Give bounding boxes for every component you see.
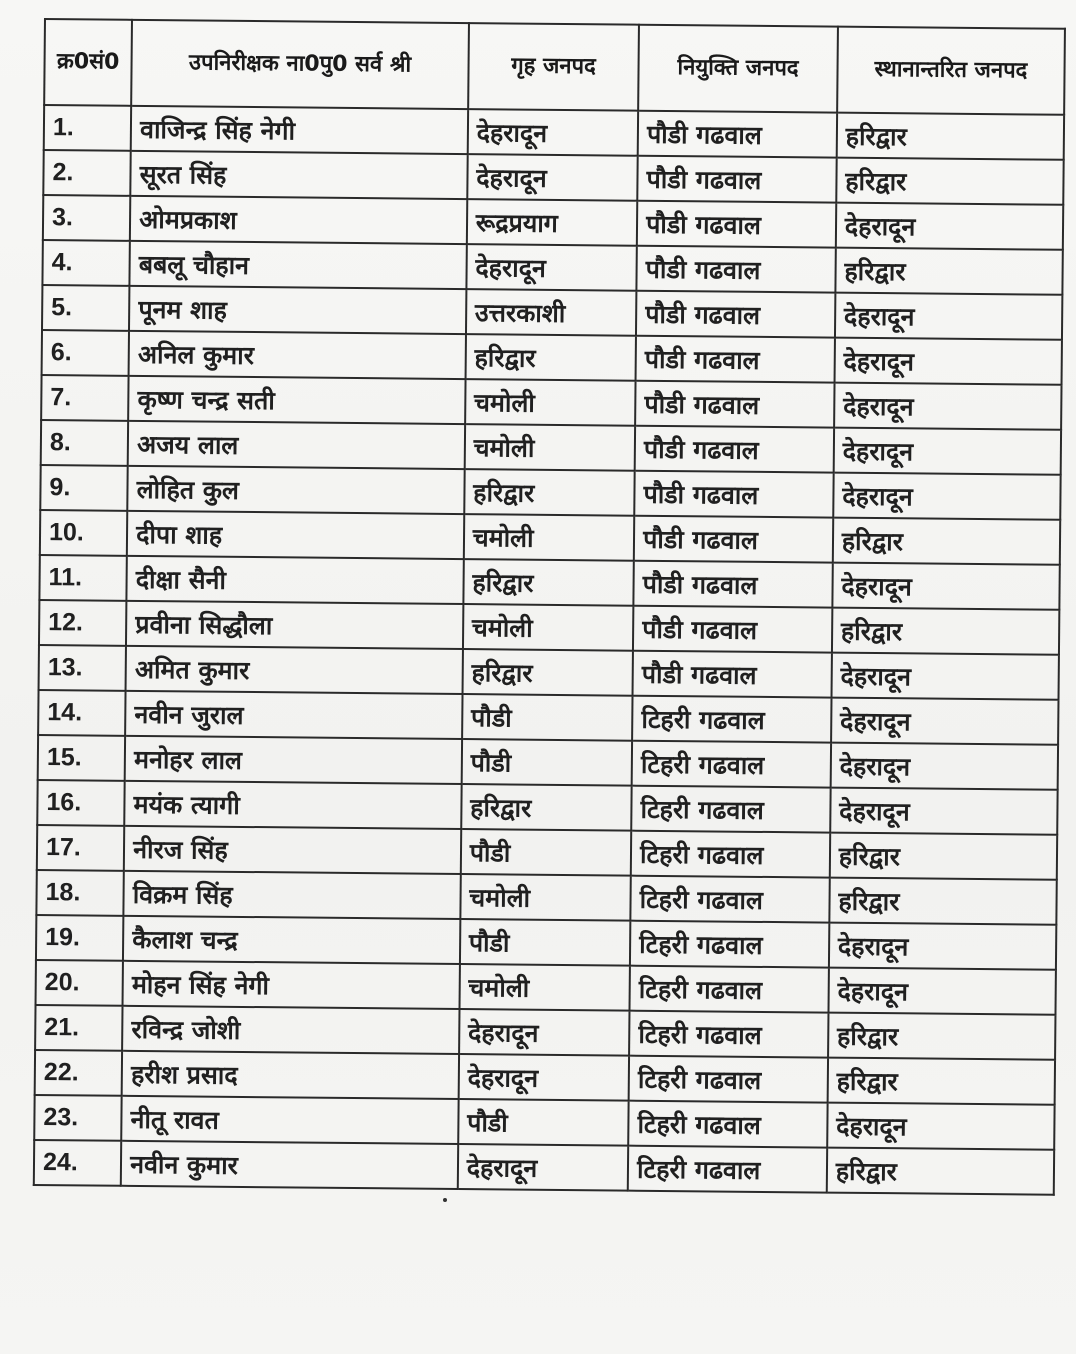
name-cell: मनोहर लाल — [125, 736, 462, 784]
home-district-cell: हरिद्वार — [463, 559, 634, 606]
home-district-cell: हरिद्वार — [464, 469, 635, 516]
home-district-cell: उत्तरकाशी — [466, 289, 637, 336]
serial-cell: 20. — [36, 960, 124, 1006]
transferred-district-cell: देहरादून — [836, 203, 1064, 250]
posting-district-cell: टिहरी गढवाल — [630, 921, 829, 968]
serial-cell: 17. — [37, 825, 125, 871]
transferred-district-cell: देहरादून — [827, 1103, 1055, 1150]
home-district-cell: पौडी — [461, 829, 632, 876]
home-district-cell: चमोली — [464, 514, 635, 561]
header-transferred-district: स्थानान्तरित जनपद — [837, 27, 1065, 115]
serial-cell: 8. — [41, 420, 129, 466]
transferred-district-cell: देहरादून — [828, 968, 1056, 1015]
name-cell: विक्रम सिंह — [124, 871, 461, 919]
transferred-district-cell: देहरादून — [829, 923, 1057, 970]
transferred-district-cell: हरिद्वार — [832, 608, 1060, 655]
posting-district-cell: टिहरी गढवाल — [629, 1056, 828, 1103]
serial-cell: 7. — [41, 375, 129, 421]
home-district-cell: देहरादून — [466, 244, 637, 291]
posting-district-cell: पौडी गढवाल — [637, 201, 836, 248]
posting-district-cell: टिहरी गढवाल — [629, 1011, 828, 1058]
name-cell: वाजिन्द्र सिंह नेगी — [131, 106, 468, 154]
transferred-district-cell: हरिद्वार — [833, 518, 1061, 565]
table-header — [44, 19, 1065, 115]
posting-district-cell: पौडी गढवाल — [633, 651, 832, 698]
home-district-cell: देहरादून — [467, 154, 638, 201]
serial-cell: 21. — [35, 1005, 123, 1051]
transferred-district-cell: हरिद्वार — [836, 158, 1064, 205]
serial-cell: 2. — [43, 150, 131, 196]
home-district-cell: चमोली — [460, 874, 631, 921]
transferred-district-cell: देहरादून — [835, 293, 1063, 340]
posting-district-cell: पौडी गढवाल — [634, 471, 833, 518]
name-cell: सूरत सिंह — [130, 151, 467, 199]
name-cell: पूनम शाह — [129, 286, 466, 334]
transferred-district-cell: हरिद्वार — [830, 833, 1058, 880]
serial-cell: 23. — [34, 1095, 122, 1141]
posting-district-cell: पौडी गढवाल — [638, 111, 837, 158]
home-district-cell: चमोली — [463, 604, 634, 651]
transferred-district-cell: देहरादून — [830, 743, 1058, 790]
name-cell: नीतू रावत — [121, 1096, 458, 1144]
serial-cell: 11. — [39, 555, 127, 601]
name-cell: हरीश प्रसाद — [122, 1051, 459, 1099]
posting-district-cell: टिहरी गढवाल — [628, 1146, 827, 1193]
table-row — [34, 1140, 1054, 1195]
home-district-cell: चमोली — [464, 424, 635, 471]
posting-district-cell: टिहरी गढवाल — [631, 786, 830, 833]
posting-district-cell: पौडी गढवाल — [634, 561, 833, 608]
name-cell: अनिल कुमार — [129, 331, 466, 379]
header-name: उपनिरीक्षक ना0पु0 सर्व श्री — [131, 20, 468, 109]
posting-district-cell: पौडी गढवाल — [636, 291, 835, 338]
transferred-district-cell: हरिद्वार — [837, 113, 1065, 160]
posting-district-cell: पौडी गढवाल — [637, 156, 836, 203]
transferred-district-cell: देहरादून — [834, 383, 1062, 430]
header-row — [44, 19, 1065, 115]
posting-district-cell: पौडी गढवाल — [637, 246, 836, 293]
posting-district-cell: टिहरी गढवाल — [632, 696, 831, 743]
transferred-district-cell: हरिद्वार — [828, 1013, 1056, 1060]
posting-district-cell: पौडी गढवाल — [633, 606, 832, 653]
transferred-district-cell: देहरादून — [834, 338, 1062, 385]
serial-cell: 10. — [40, 510, 128, 556]
home-district-cell: पौडी — [462, 694, 633, 741]
name-cell: अजय लाल — [128, 421, 465, 469]
header-posting-district: नियुक्ति जनपद — [638, 25, 838, 113]
ink-dot — [443, 1198, 447, 1202]
name-cell: लोहित कुल — [127, 466, 464, 514]
name-cell: कृष्ण चन्द्र सती — [128, 376, 465, 424]
transferred-district-cell: देहरादून — [831, 698, 1059, 745]
home-district-cell: चमोली — [459, 964, 630, 1011]
header-home-district: गृह जनपद — [468, 23, 639, 111]
home-district-cell: पौडी — [458, 1099, 629, 1146]
name-cell: दीक्षा सैनी — [127, 556, 464, 604]
transferred-district-cell: देहरादून — [831, 653, 1059, 700]
name-cell: मयंक त्यागी — [124, 781, 461, 829]
name-cell: रविन्द्र जोशी — [122, 1006, 459, 1054]
posting-district-cell: पौडी गढवाल — [634, 516, 833, 563]
serial-cell: 5. — [42, 285, 130, 331]
transferred-district-cell: देहरादून — [830, 788, 1058, 835]
serial-cell: 24. — [34, 1140, 122, 1186]
serial-cell: 9. — [40, 465, 128, 511]
transferred-district-cell: देहरादून — [833, 473, 1061, 520]
transferred-district-cell: देहरादून — [832, 563, 1060, 610]
home-district-cell: देहरादून — [458, 1054, 629, 1101]
home-district-cell: हरिद्वार — [465, 334, 636, 381]
name-cell: प्रवीना सिद्धौला — [126, 601, 463, 649]
posting-district-cell: टिहरी गढवाल — [632, 741, 831, 788]
name-cell: ओमप्रकाश — [130, 196, 467, 244]
name-cell: नवीन कुमार — [121, 1141, 458, 1189]
serial-cell: 12. — [39, 600, 127, 646]
name-cell: कैलाश चन्द्र — [123, 916, 460, 964]
home-district-cell: पौडी — [461, 739, 632, 786]
transferred-district-cell: हरिद्वार — [829, 878, 1057, 925]
transfer-table — [33, 18, 1066, 1196]
name-cell: नीरज सिंह — [124, 826, 461, 874]
home-district-cell: हरिद्वार — [461, 784, 632, 831]
name-cell: मोहन सिंह नेगी — [123, 961, 460, 1009]
home-district-cell: देहरादून — [468, 109, 639, 156]
transferred-district-cell: हरिद्वार — [827, 1148, 1055, 1195]
posting-district-cell: टिहरी गढवाल — [630, 966, 829, 1013]
posting-district-cell: टिहरी गढवाल — [631, 831, 830, 878]
name-cell: दीपा शाह — [127, 511, 464, 559]
serial-cell: 19. — [36, 915, 124, 961]
home-district-cell: रूद्रप्रयाग — [467, 199, 638, 246]
home-district-cell: देहरादून — [459, 1009, 630, 1056]
transferred-district-cell: देहरादून — [834, 428, 1062, 475]
serial-cell: 13. — [39, 645, 127, 691]
serial-cell: 14. — [38, 690, 126, 736]
transferred-district-cell: हरिद्वार — [835, 248, 1063, 295]
posting-district-cell: टिहरी गढवाल — [628, 1101, 827, 1148]
table-body — [34, 105, 1064, 1195]
name-cell: अमित कुमार — [126, 646, 463, 694]
posting-district-cell: पौडी गढवाल — [636, 336, 835, 383]
serial-cell: 16. — [37, 780, 125, 826]
home-district-cell: चमोली — [465, 379, 636, 426]
serial-cell: 22. — [35, 1050, 123, 1096]
serial-cell: 3. — [43, 195, 131, 241]
posting-district-cell: टिहरी गढवाल — [630, 876, 829, 923]
posting-district-cell: पौडी गढवाल — [635, 381, 834, 428]
serial-cell: 4. — [42, 240, 130, 286]
transferred-district-cell: हरिद्वार — [827, 1058, 1055, 1105]
home-district-cell: देहरादून — [458, 1144, 629, 1191]
serial-cell: 15. — [38, 735, 126, 781]
name-cell: नवीन जुराल — [125, 691, 462, 739]
serial-cell: 1. — [44, 105, 132, 151]
serial-cell: 6. — [42, 330, 130, 376]
posting-district-cell: पौडी गढवाल — [635, 426, 834, 473]
header-serial: क्र0सं0 — [44, 19, 132, 106]
serial-cell: 18. — [36, 870, 124, 916]
home-district-cell: पौडी — [460, 919, 631, 966]
home-district-cell: हरिद्वार — [462, 649, 633, 696]
name-cell: बबलू चौहान — [130, 241, 467, 289]
